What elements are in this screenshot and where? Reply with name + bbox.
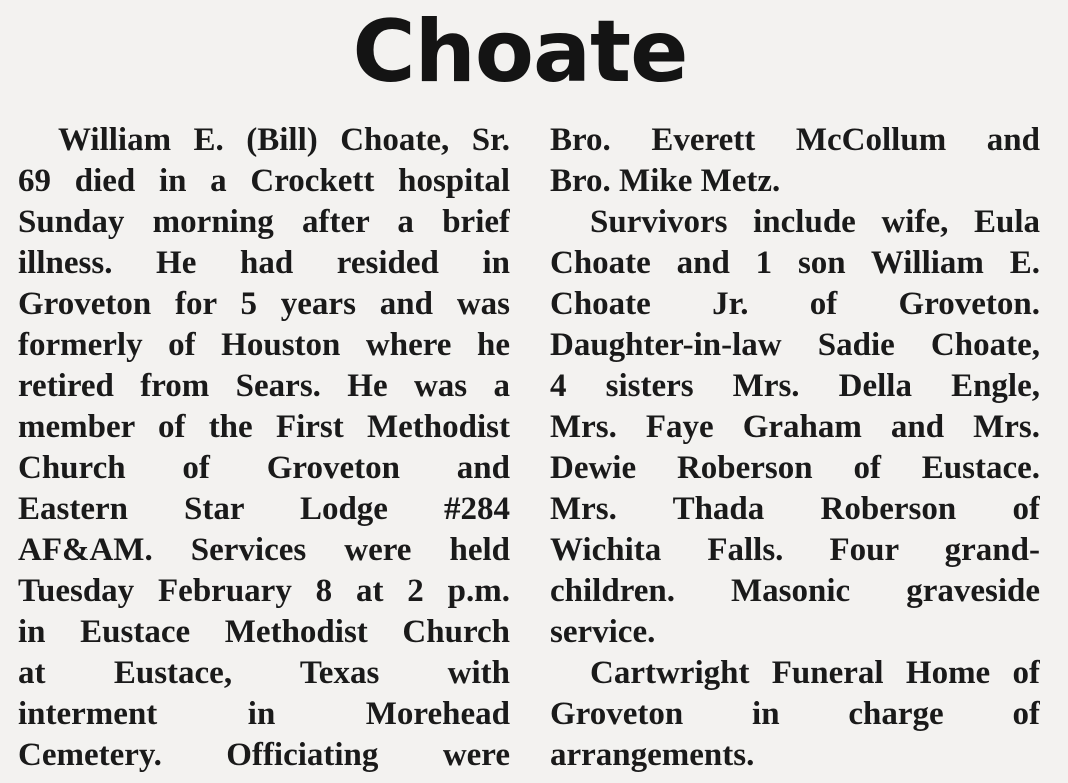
text-line: children. Masonic graveside xyxy=(550,573,1040,609)
text-line: Sunday morning after a brief xyxy=(18,204,510,240)
text-line: Wichita Falls. Four grand- xyxy=(550,532,1040,568)
text-line: Mrs. Faye Graham and Mrs. xyxy=(550,409,1040,445)
text-line: 4 sisters Mrs. Della Engle, xyxy=(550,368,1040,404)
text-line: Mrs. Thada Roberson of xyxy=(550,491,1040,527)
text-line: AF&AM. Services were held xyxy=(18,532,510,568)
text-line: retired from Sears. He was a xyxy=(18,368,510,404)
text-line: Choate Jr. of Groveton. xyxy=(550,286,1040,322)
text-line: arrangements. xyxy=(550,737,755,773)
right-column xyxy=(550,120,1040,776)
text-line: Tuesday February 8 at 2 p.m. xyxy=(18,573,510,609)
text-line: Bro. Everett McCollum and xyxy=(550,122,1040,158)
obituary-headline: Choate xyxy=(352,2,688,102)
text-line: Church of Groveton and xyxy=(18,450,510,486)
text-line: interment in Morehead xyxy=(18,696,510,732)
text-line: at Eustace, Texas with xyxy=(18,655,510,691)
text-line: member of the First Methodist xyxy=(18,409,510,445)
text-line: Choate and 1 son William E. xyxy=(550,245,1040,281)
text-line: Dewie Roberson of Eustace. xyxy=(550,450,1040,486)
text-line: Cemetery. Officiating were xyxy=(18,737,510,773)
left-column xyxy=(18,120,510,776)
text-line: Eastern Star Lodge #284 xyxy=(18,491,510,527)
text-line: Cartwright Funeral Home of xyxy=(590,655,1040,691)
text-line: Groveton for 5 years and was xyxy=(18,286,510,322)
text-line: in Eustace Methodist Church xyxy=(18,614,510,650)
text-line: illness. He had resided in xyxy=(18,245,510,281)
text-line: formerly of Houston where he xyxy=(18,327,510,363)
text-line: Groveton in charge of xyxy=(550,696,1040,732)
text-line: Bro. Mike Metz. xyxy=(550,163,781,199)
text-line: Daughter-in-law Sadie Choate, xyxy=(550,327,1040,363)
text-line: 69 died in a Crockett hospital xyxy=(18,163,510,199)
text-line: William E. (Bill) Choate, Sr. xyxy=(58,122,510,158)
text-line: service. xyxy=(550,614,656,650)
text-line: Survivors include wife, Eula xyxy=(590,204,1040,240)
